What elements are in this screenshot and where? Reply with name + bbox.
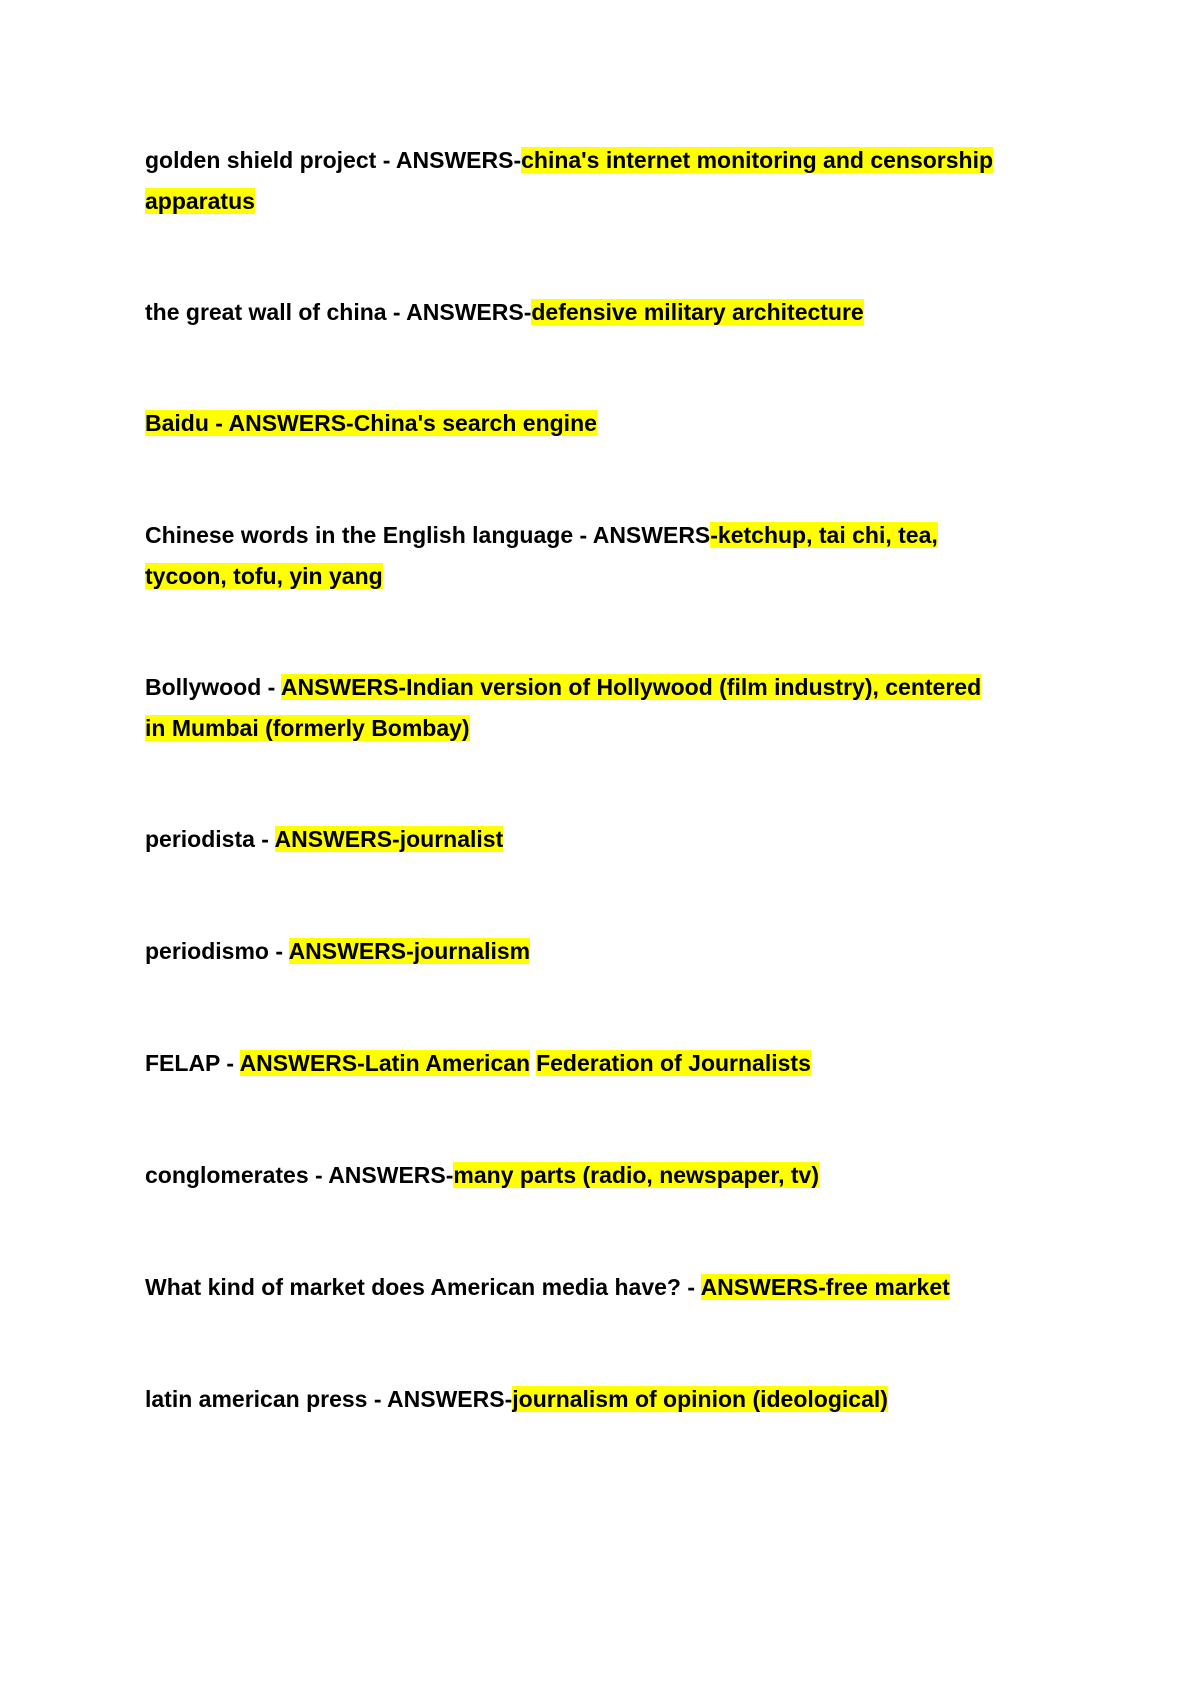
entry-great-wall-of-china	[145, 292, 864, 333]
entry-term: golden shield project - ANSWERS-	[145, 147, 522, 173]
entry-answer: -ketchup, tai chi, tea,	[710, 522, 938, 548]
entry-term: periodista -	[145, 826, 275, 852]
entry-baidu	[145, 403, 597, 444]
entry-american-media-market	[145, 1267, 950, 1308]
entry-term: latin american press - ANSWERS-	[145, 1386, 513, 1412]
entry-answer-continued: apparatus	[145, 188, 255, 214]
entry-chinese-words-in-english	[145, 515, 938, 597]
entry-answer: many parts (radio, newspaper, tv)	[453, 1162, 819, 1188]
entry-golden-shield-project	[145, 140, 993, 222]
entry-answer: defensive military architecture	[531, 299, 864, 325]
entry-answer: ANSWERS-journalism	[288, 938, 531, 964]
entry-term: FELAP -	[145, 1050, 240, 1076]
entry-term: conglomerates - ANSWERS-	[145, 1162, 454, 1188]
entry-answer: journalism of opinion (ideological)	[512, 1386, 888, 1412]
entry-answer-continued: in Mumbai (formerly Bombay)	[145, 715, 470, 741]
entry-term: Bollywood -	[145, 674, 281, 700]
entry-answer-part-1: ANSWERS-Latin American	[239, 1050, 531, 1076]
entry-periodista	[145, 819, 503, 860]
entry-term: the great wall of china - ANSWERS-	[145, 299, 532, 325]
entry-felap	[145, 1043, 811, 1084]
entry-term: What kind of market does American media have? -	[145, 1274, 701, 1300]
entry-term: Chinese words in the English language - ANSWERS	[145, 522, 711, 548]
entry-term: periodismo -	[145, 938, 289, 964]
entry-latin-american-press	[145, 1379, 888, 1420]
entry-answer: ANSWERS-Indian version of Hollywood (film industry), centered	[280, 674, 982, 700]
entry-answer-continued: tycoon, tofu, yin yang	[145, 563, 383, 589]
entry-answer-part-2: Federation of Journalists	[536, 1050, 811, 1076]
entry-periodismo	[145, 931, 530, 972]
entry-full-highlighted: Baidu - ANSWERS-China's search engine	[145, 410, 597, 436]
entry-bollywood	[145, 667, 981, 749]
entry-answer: ANSWERS-free market	[700, 1274, 950, 1300]
entry-conglomerates	[145, 1155, 819, 1196]
entry-answer: china's internet monitoring and censorship	[521, 147, 994, 173]
entry-answer: ANSWERS-journalist	[274, 826, 504, 852]
